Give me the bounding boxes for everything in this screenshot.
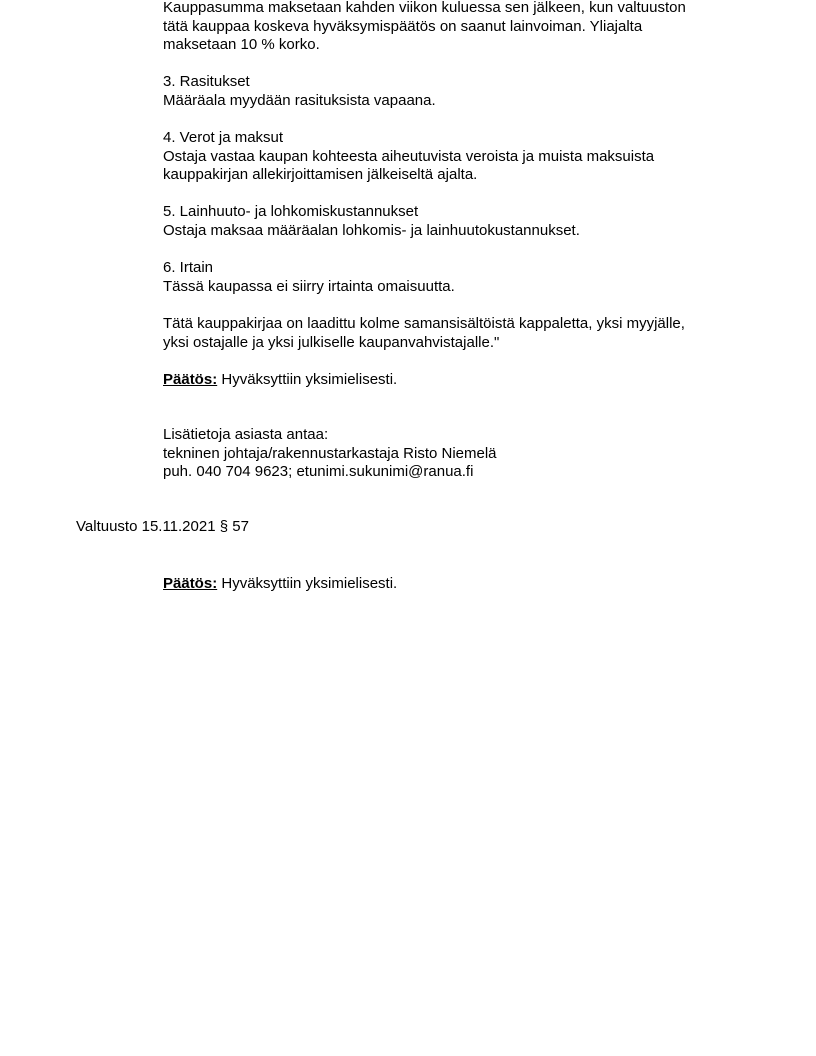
section-body: Ostaja maksaa määräalan lohkomis- ja lainhuutokustannukset. <box>163 221 580 239</box>
contact-person: tekninen johtaja/rakennustarkastaja Risto Niemelä <box>163 444 497 462</box>
section-irtain <box>163 259 763 296</box>
section-title: 3. Rasitukset <box>163 73 250 90</box>
section-body: Määräala myydään rasituksista vapaana. <box>163 91 436 109</box>
decision-text: Hyväksyttiin yksimielisesti. <box>217 371 398 388</box>
council-decision-paragraph <box>163 575 763 594</box>
contact-phone-email: puh. 040 704 9623; etunimi.sukunimi@ranua.fi <box>163 463 474 480</box>
section-body: Ostaja vastaa kaupan kohteesta aiheutuvista veroista ja muista maksuista kauppakirjan allekirjoittamisen jälkeiseltä ajalta. <box>163 147 655 183</box>
payment-text: Kauppasumma maksetaan kahden viikon kuluessa sen jälkeen, kun valtuuston tätä kauppaa koskeva hyväksymispäätös on saanut lainvoiman. Yliajalta maksetaan 10 % korko. <box>163 0 686 53</box>
decision-paragraph <box>163 371 763 390</box>
section-verot-ja-maksut <box>163 129 763 185</box>
section-rasitukset <box>163 73 763 110</box>
copies-paragraph <box>163 315 763 352</box>
section-title: 6. Irtain <box>163 259 214 276</box>
decision-label: Päätös: <box>163 371 218 388</box>
section-title: 5. Lainhuuto- ja lohkomiskustannukset <box>163 203 419 220</box>
council-heading: Valtuusto 15.11.2021 § 57 <box>76 518 249 535</box>
contact-info <box>163 426 763 482</box>
payment-paragraph <box>163 0 763 55</box>
section-body: Tässä kaupassa ei siirry irtainta omaisuutta. <box>163 277 455 295</box>
contact-intro: Lisätietoja asiasta antaa: <box>163 426 329 443</box>
section-lainhuuto <box>163 203 763 240</box>
copies-text: Tätä kauppakirjaa on laadittu kolme samansisältöistä kappaletta, yksi myyjälle, yksi ostajalle ja yksi julkiselle kaupanvahvistajalle." <box>163 315 685 351</box>
decision-line <box>163 575 763 594</box>
section-title: 4. Verot ja maksut <box>163 129 284 146</box>
decision-text: Hyväksyttiin yksimielisesti. <box>217 575 398 592</box>
decision-label: Päätös: <box>163 575 218 592</box>
decision-line <box>163 371 763 390</box>
